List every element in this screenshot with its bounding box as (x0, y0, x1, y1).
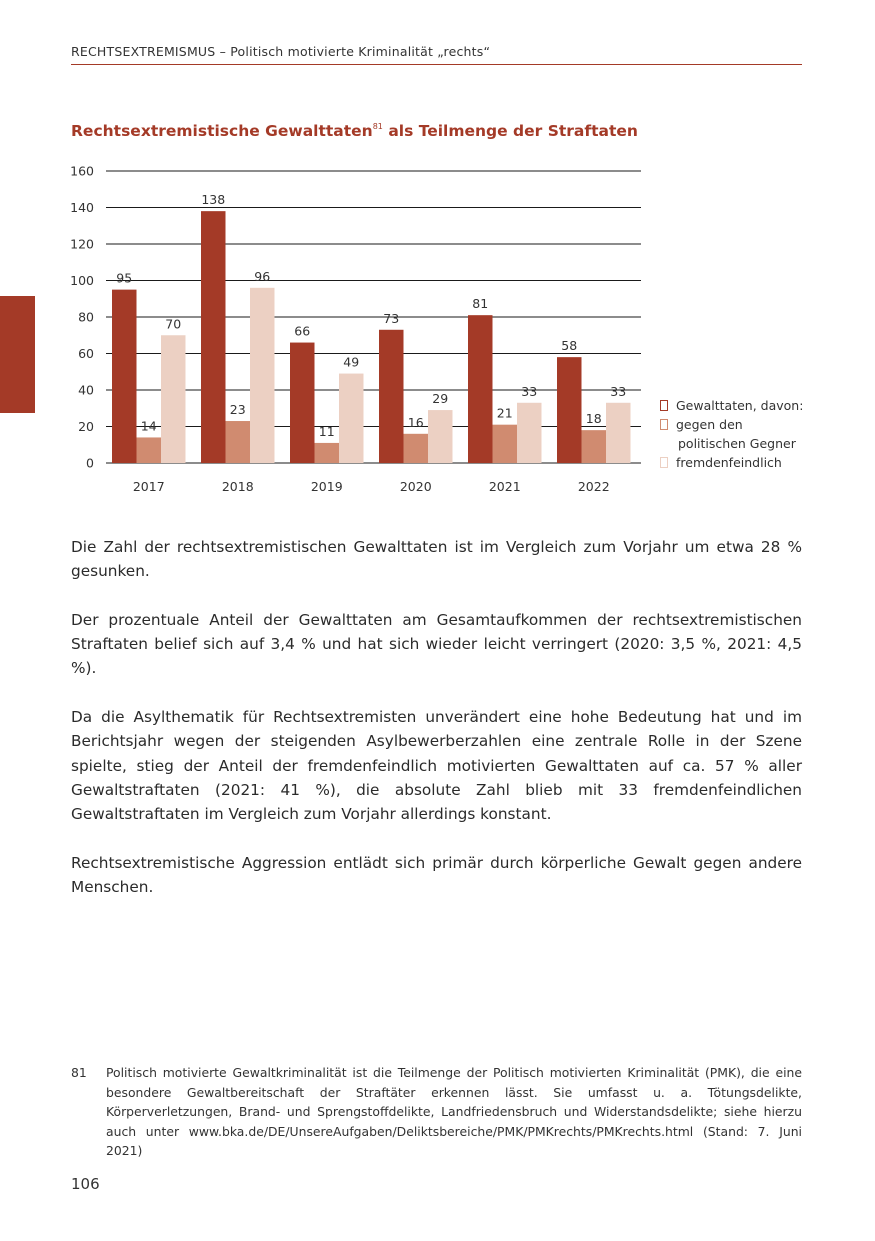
bar-2019-series-1 (290, 343, 315, 463)
x-tick-label-2019: 2019 (310, 479, 343, 494)
chart-title-suffix: als Teilmenge der Straftaten (388, 122, 638, 140)
footnote (71, 1063, 802, 1161)
header-section: RECHTSEXTREMISMUS (71, 44, 216, 59)
bar-2018-series-1 (201, 211, 226, 463)
data-label-2021-series-1: 81 (472, 296, 489, 312)
data-label-2018-series-3: 96 (254, 268, 271, 284)
bar-2017-series-3 (161, 335, 186, 463)
data-label-2020-series-1: 73 (383, 310, 400, 326)
chart-title (71, 122, 638, 140)
bar-2022-series-2 (582, 430, 607, 463)
data-label-2020-series-3: 29 (432, 391, 449, 407)
data-label-2017-series-2: 14 (140, 418, 157, 434)
bar-2021-series-1 (468, 315, 493, 463)
y-tick-label-80: 80 (78, 309, 94, 325)
y-tick-label-120: 120 (70, 236, 94, 252)
bar-2022-series-1 (557, 357, 582, 463)
data-label-2018-series-2: 23 (229, 402, 246, 418)
bar-2017-series-1 (112, 290, 137, 463)
data-label-2022-series-2: 18 (585, 411, 602, 427)
legend-item-fremdenfeindlich (660, 453, 803, 472)
chapter-side-tab (0, 296, 35, 413)
paragraph-3: Da die Asylthematik für Rechtsextremisten unverändert eine hohe Bedeutung hat und im Berichtsjahr wegen der steigenden Asylbewerberzahlen eine zentrale Rolle in der Szene spielte, stieg der Anteil der fremdenfeindlich motivierten Gewalttaten auf ca. 57 % aller Gewaltstraftaten (2021: 41 %), die absolute Zahl blieb mit 33 fremdenfeindlichen Gewaltstraftaten im Vergleich zum Vorjahr allerdings konstant. (71, 708, 802, 824)
x-tick-label-2020: 2020 (399, 479, 432, 494)
header-subtitle: Politisch motivierte Kriminalität „rechts“ (230, 44, 491, 59)
bar-2018-series-2 (226, 421, 251, 463)
legend-item-politischer-gegner (660, 415, 803, 434)
header-separator: – (219, 44, 227, 59)
header-rule (71, 64, 802, 65)
bar-2019-series-3 (339, 374, 364, 463)
data-label-2022-series-1: 58 (561, 338, 578, 354)
chart-title-footnote-ref: 81 (372, 122, 383, 131)
data-label-2019-series-2: 11 (318, 423, 335, 439)
footnote-text: Politisch motivierte Gewaltkriminalität ist die Teilmenge der Politisch motivierten Kriminalität (PMK), die eine besondere Gewaltbereitschaft der Straftäter erkennen lässt. Sie umfasst u. a. Tötungsdelikte, Körperverletzungen, Brand- und Sprengstoffdelikte, Landfriedensbruch und Widerstandsdelikte; siehe hierzu auch unter www.bka.de/DE/UnsereAufgaben/Deliktsbereiche/PMK/PMKrechts/PMKrechts.html (Stand: 7. Juni 2021) (106, 1065, 802, 1158)
bar-2018-series-3 (250, 288, 275, 463)
x-tick-label-2018: 2018 (221, 479, 254, 494)
legend-swatch-politischer-gegner (660, 419, 668, 430)
data-label-2022-series-3: 33 (610, 383, 627, 399)
bar-2021-series-2 (493, 425, 518, 463)
bar-2021-series-3 (517, 403, 542, 463)
y-tick-label-60: 60 (78, 346, 94, 361)
running-header (71, 44, 802, 59)
y-tick-label-100: 100 (70, 273, 94, 288)
page-number: 106 (71, 1175, 100, 1193)
legend-swatch-fremdenfeindlich (660, 457, 668, 468)
data-label-2018-series-1: 138 (201, 192, 226, 208)
legend-swatch-gewalttaten (660, 400, 668, 411)
data-label-2017-series-1: 95 (116, 270, 133, 286)
body-text (71, 535, 802, 924)
bar-chart (60, 155, 650, 505)
y-tick-label-20: 20 (78, 419, 94, 434)
bar-2020-series-1 (379, 330, 404, 463)
chart-legend (660, 396, 803, 472)
data-label-2017-series-3: 70 (165, 316, 182, 332)
data-label-2021-series-2: 21 (496, 405, 513, 421)
data-label-2020-series-2: 16 (407, 414, 424, 430)
bar-2020-series-3 (428, 410, 453, 463)
data-label-2019-series-3: 49 (343, 354, 360, 370)
x-tick-label-2021: 2021 (488, 479, 521, 494)
legend-label-fremdenfeindlich: fremdenfeindlich (676, 455, 782, 470)
footnote-number: 81 (71, 1065, 87, 1080)
bar-2017-series-2 (137, 437, 162, 463)
legend-label-gewalttaten: Gewalttaten, davon: (676, 398, 804, 413)
x-tick-label-2022: 2022 (577, 479, 610, 494)
paragraph-2: Der prozentuale Anteil der Gewalttaten am Gesamtaufkommen der rechtsextremistischen Straftaten belief sich auf 3,4 % und hat sich wieder leicht verringert (2020: 3,5 %, 2021: 4,5 %). (71, 610, 802, 678)
y-tick-label-0: 0 (86, 455, 94, 471)
chart-title-text: Rechtsextremistische Gewalttaten (71, 122, 373, 140)
y-tick-label-140: 140 (70, 200, 94, 215)
y-tick-label-40: 40 (78, 382, 94, 398)
legend-item-gewalttaten (660, 396, 803, 415)
paragraph-1: Die Zahl der rechtsextremistischen Gewalttaten ist im Vergleich zum Vorjahr um etwa 28 % gesunken. (71, 538, 802, 581)
bar-2022-series-3 (606, 403, 631, 463)
data-label-2019-series-1: 66 (294, 323, 311, 339)
bar-2020-series-2 (404, 434, 429, 463)
x-tick-label-2017: 2017 (132, 479, 165, 494)
y-tick-label-160: 160 (70, 163, 94, 179)
bar-2019-series-2 (315, 443, 340, 463)
paragraph-4: Rechtsextremistische Aggression entlädt sich primär durch körperliche Gewalt gegen andere Menschen. (71, 853, 802, 897)
legend-label-politischer-gegner-2: politischen Gegner (678, 436, 796, 451)
data-label-2021-series-3: 33 (521, 383, 538, 399)
legend-label-politischer-gegner-1: gegen den (676, 417, 743, 432)
